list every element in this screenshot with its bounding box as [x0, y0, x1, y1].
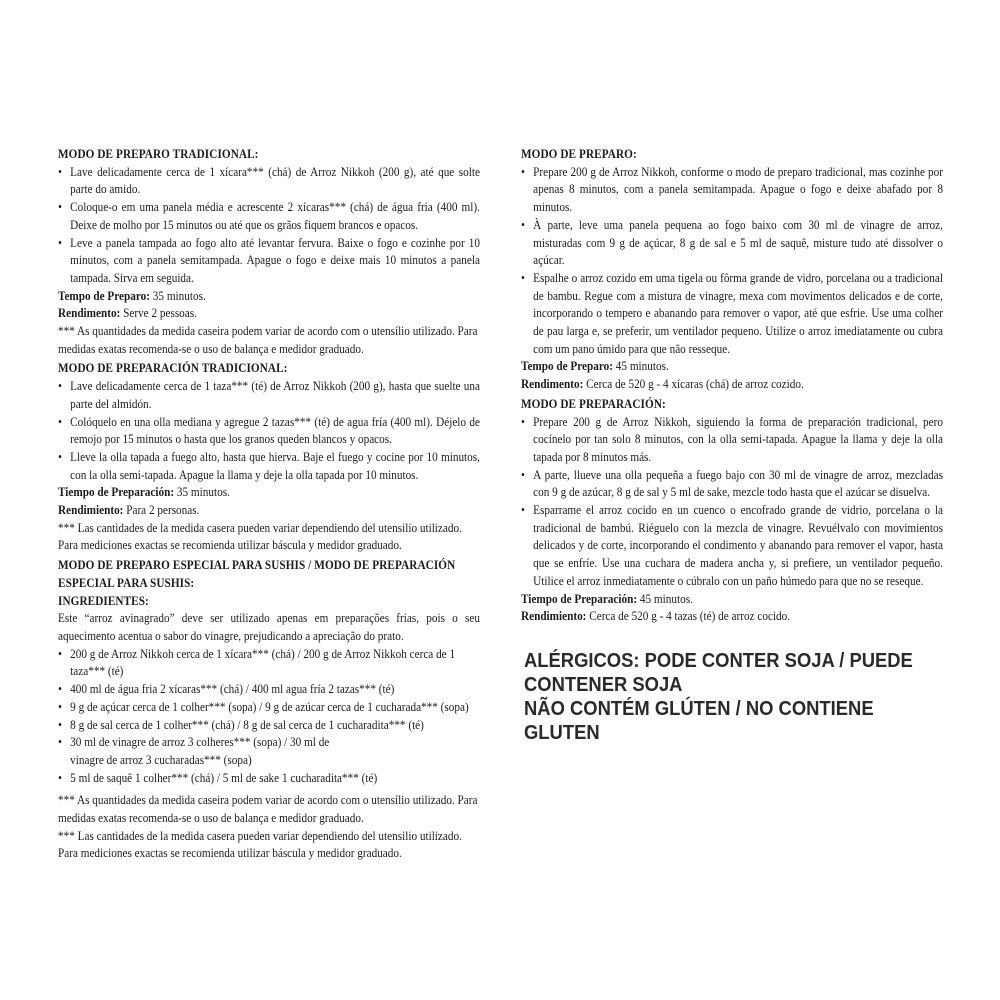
section-title-sushi-prep-es: MODO DE PREPARACIÓN: [521, 396, 666, 411]
list-item: • A parte, llueve una olla pequeña a fuego bajo con 30 ml de vinagre de arroz, mezcladas con 9 g de azúcar, 8 g de sal y 5 ml de sake, mezcle todo hasta que el azúcar se disuelva. [521, 467, 943, 500]
bullet-icon: • [521, 467, 525, 482]
ingredient-item: • 200 g de Arroz Nikkoh cerca de 1 xícara*** (chá) / 200 g de Arroz Nikkoh cerca de 1 taza*** (té) [58, 646, 456, 679]
list-item: • Coloque-o em uma panela média e acrescente 2 xícaras*** (chá) de água fria (400 ml). Deixe de molho por 15 minutos ou até que os grãos fiquem brancos e opacos. [58, 200, 480, 232]
list-item: • À parte, leve uma panela pequena ao fogo baixo com 30 ml de vinagre de arroz, misturadas com 9 g de açúcar, 8 g de sal e 5 ml de saquê, misture tudo até dissolver o açúcar. [521, 217, 943, 268]
bullet-icon: • [521, 503, 525, 518]
yield: Rendimiento: Para 2 personas. [58, 503, 200, 518]
ingredient-item: • 400 ml de água fria 2 xícaras*** (chá) / 400 ml agua fría 2 tazas*** (té) [58, 681, 480, 699]
bullet-icon: • [521, 217, 525, 232]
list-item: • Lave delicadamente cerca de 1 xícara*** (chá) de Arroz Nikkoh (200 g), até que solte parte do amido. [58, 164, 480, 197]
left-column [58, 146, 480, 863]
list-item: • Espalhe o arroz cozido em uma tigela ou fôrma grande de vidro, porcelana ou a tradicional de bambu. Regue com a mistura de vinagre, mexa com movimentos delicados e de corte, incorporando o tempero e abanando para remover o vapor, até que esfrie. Use uma colher de pau larga e, se preferir, um ventilador pequeno. Utilize o arroz imediatamente ou cubra com um pano úmido para que não resseque. [521, 270, 943, 356]
list-item: • Lleve la olla tapada a fuego alto, hasta que hierva. Baje el fuego y cocine por 10 minutos, con la olla semi-tapada. Apague la llama y deje la olla tapada por 10 minutos. [58, 449, 480, 482]
left-column-text [58, 146, 480, 863]
section-title-sushi: MODO DE PREPARO ESPECIAL PARA SUSHIS / MODO DE PREPARACIÓN ESPECIAL PARA SUSHIS: [58, 558, 456, 590]
bullet-icon: • [58, 717, 62, 732]
ingredient-item: • 8 g de sal cerca de 1 colher*** (chá) / 8 g de sal cerca de 1 cucharadita*** (té) [58, 717, 480, 735]
bullet-icon: • [58, 235, 62, 250]
yield: Rendimento: Serve 2 pessoas. [58, 306, 197, 321]
right-column-text [521, 146, 943, 626]
bullet-icon: • [58, 770, 62, 785]
allergen-line: CONTENER SOJA [524, 674, 683, 696]
list-item: • Prepare 200 g de Arroz Nikkoh, conforme o modo de preparo tradicional, mas cozinhe por apenas 8 minutos, com a panela semitampada. Apague o fogo e deixe abafado por 8 minutos. [521, 164, 943, 215]
bullet-icon: • [58, 646, 62, 661]
section-title-traditional-pt: MODO DE PREPARO TRADICIONAL: [58, 147, 259, 161]
bullet-icon: • [521, 270, 525, 285]
right-column [521, 146, 943, 626]
bullet-icon: • [58, 699, 62, 714]
measure-note: *** As quantidades da medida caseira podem variar de acordo com o utensílio utilizado. Para medidas exatas recomenda-se o uso de balança e medidor graduado. [58, 324, 478, 356]
measure-note: *** As quantidades da medida caseira podem variar de acordo com o utensílio utilizado. Para medidas exatas recomenda-se o uso de balança e medidor graduado. [58, 793, 478, 826]
list-item: • Lave delicadamente cerca de 1 taza*** (té) de Arroz Nikkoh (200 g), hasta que suelte una parte del almidón. [58, 379, 480, 411]
prep-time: Tiempo de Preparación: 45 minutos. [521, 591, 693, 606]
section-title-traditional-es: MODO DE PREPARACIÓN TRADICIONAL: [58, 361, 288, 376]
gluten-line: NÃO CONTÉM GLÚTEN / NO CONTIENE GLUTEN [524, 698, 874, 744]
list-item: • Colóquelo en una olla mediana y agregue 2 tazas*** (té) de agua fría (400 ml). Déjelo de remojo por 15 minutos o hasta que los granos queden blancos y opacos. [58, 414, 480, 447]
prep-time: Tempo de Preparo: 35 minutos. [58, 288, 206, 303]
bullet-icon: • [521, 414, 525, 429]
yield: Rendimiento: Cerca de 520 g - 4 tazas (té) de arroz cocido. [521, 609, 791, 624]
bullet-icon: • [58, 200, 62, 215]
list-item: • Leve a panela tampada ao fogo alto até levantar fervura. Baixe o fogo e cozinhe por 10 minutos, com a panela semitampada. Apague o fogo e deixe mais 10 minutos a panela tampada. Sirva em seguida. [58, 235, 480, 285]
allergen-line: ALÉRGICOS: PODE CONTER SOJA / PUEDE [524, 650, 913, 672]
ingredient-item: • 30 ml de vinagre de arroz 3 colheres*** (sopa) / 30 ml de vinagre de arroz 3 cucharadas*** (sopa) [58, 735, 330, 767]
yield: Rendimento: Cerca de 520 g - 4 xícaras (chá) de arroz cozido. [521, 377, 804, 392]
allergen-notice [524, 649, 929, 745]
bullet-icon: • [58, 379, 62, 394]
measure-note: *** Las cantidades de la medida casera pueden variar dependiendo del utensilio utilizado. Para mediciones exactas se recomienda utilizar báscula y medidor graduado. [58, 828, 462, 861]
ingredient-item: • 5 ml de saquê 1 colher*** (chá) / 5 ml de sake 1 cucharadita*** (té) [58, 770, 480, 788]
ingredient-item: • 9 g de açúcar cerca de 1 colher*** (sopa) / 9 g de azúcar cerca de 1 cucharada*** (sopa) [58, 699, 480, 717]
list-item: • Esparrame el arroz cocido en un cuenco o encofrado grande de vidrio, porcelana o la tradicional de bambú. Riéguelo con la mezcla de vinagre. Revuélvalo con movimientos delicados y de corte, incorporando el condimento y abanando para remover el vapor, hasta que se enfríe. Use una cuchara de madera ancha y, si prefiere, un ventilador pequeño. Utilice el arroz inmediatamente o cúbralo con un paño húmedo para que no se reseque. [521, 503, 943, 588]
section-title-sushi-prep-pt: MODO DE PREPARO: [521, 147, 637, 161]
bullet-icon: • [58, 735, 62, 750]
prep-time: Tiempo de Preparación: 35 minutos. [58, 485, 230, 500]
measure-note: *** Las cantidades de la medida casera pueden variar dependiendo del utensilio utilizado. Para mediciones exactas se recomienda utilizar báscula y medidor graduado. [58, 520, 462, 553]
sushi-intro: Este “arroz avinagrado” deve ser utilizado apenas em preparações frias, pois o seu aquecimento acentua o sabor do vinagre, prejudicando a apreciação do prato. [58, 611, 480, 643]
prep-time: Tempo de Preparo: 45 minutos. [521, 359, 669, 374]
ingredients-title: INGREDIENTES: [58, 593, 149, 608]
list-item: • Prepare 200 g de Arroz Nikkoh, siguiendo la forma de preparación tradicional, pero cocínelo por tan solo 8 minutos, con la olla semi-tapada. Apague la llama y deje la olla tapada por 8 minutos más. [521, 414, 943, 464]
bullet-icon: • [58, 414, 62, 429]
bullet-icon: • [58, 682, 62, 697]
bullet-icon: • [58, 164, 62, 179]
bullet-icon: • [521, 164, 525, 179]
bullet-icon: • [58, 449, 62, 464]
